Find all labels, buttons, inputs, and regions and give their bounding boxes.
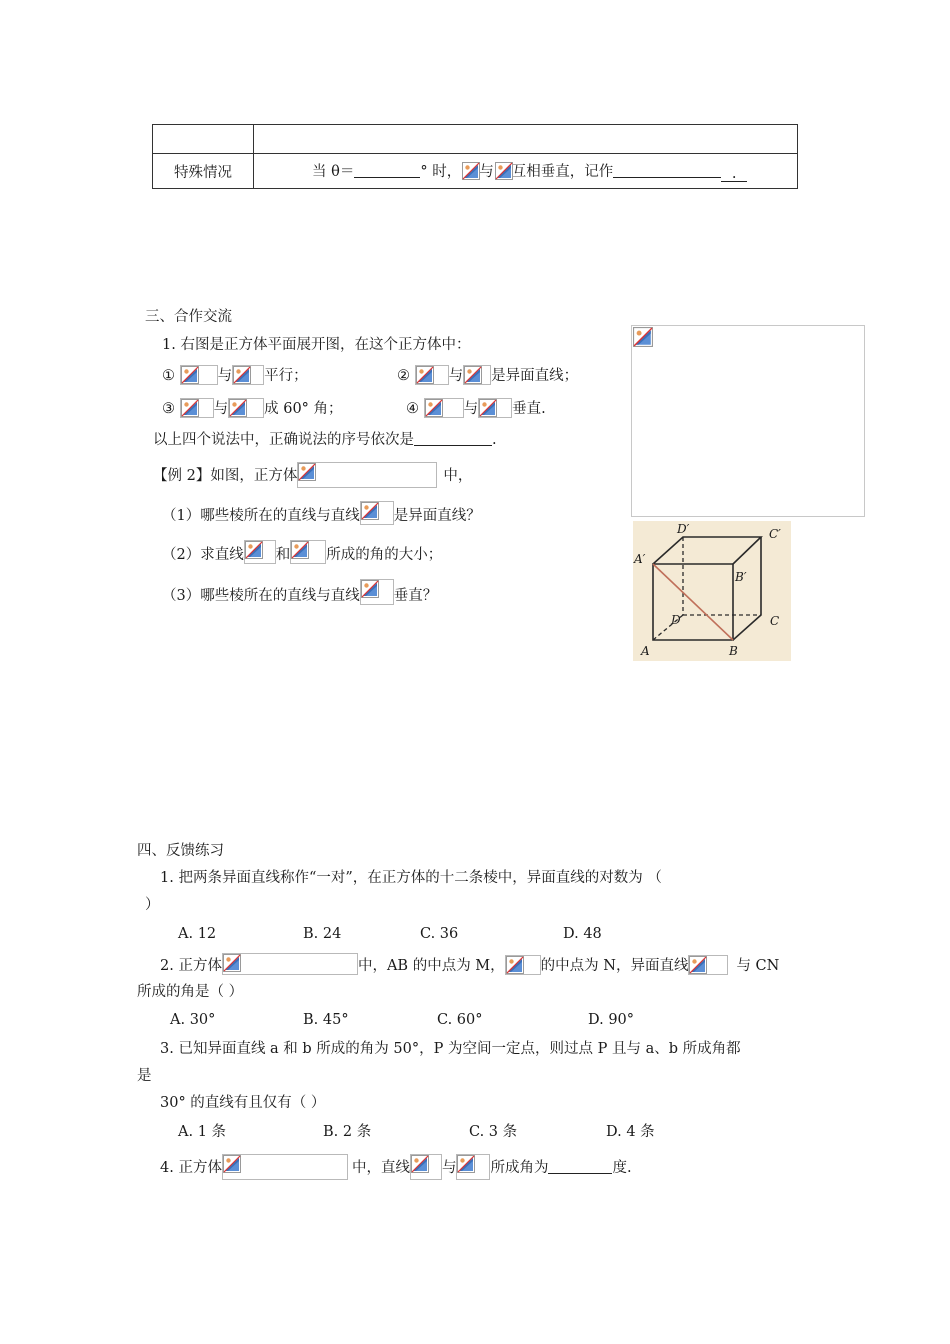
option: B. 45° bbox=[303, 1012, 349, 1028]
item-number: ③ bbox=[162, 401, 175, 417]
text-segment: 与 CN bbox=[736, 958, 780, 974]
question-text: ） bbox=[145, 897, 160, 913]
text-segment: 所成的角的大小； bbox=[326, 547, 443, 563]
formula-image bbox=[410, 1154, 442, 1180]
vertex-label: A bbox=[641, 644, 650, 658]
formula-image bbox=[180, 365, 218, 385]
formula-image bbox=[494, 161, 512, 181]
section-heading: 三、合作交流 bbox=[145, 309, 232, 325]
formula-image bbox=[360, 579, 394, 605]
statement-1 bbox=[162, 365, 308, 386]
answer-blank bbox=[414, 430, 492, 446]
answer-blank bbox=[548, 1158, 612, 1174]
formula-image bbox=[456, 1154, 490, 1180]
vertex-label: D bbox=[671, 613, 681, 627]
option: A. 1 条 bbox=[178, 1124, 227, 1140]
item-number: ④ bbox=[406, 401, 419, 417]
text-segment: 与 bbox=[213, 401, 229, 417]
option: D. 4 条 bbox=[606, 1124, 655, 1140]
formula-image bbox=[222, 953, 358, 975]
text-segment: 所成角为 bbox=[490, 1160, 549, 1176]
option: D. 48 bbox=[563, 926, 602, 942]
text-segment: 和 bbox=[275, 547, 291, 563]
text-segment: 与 bbox=[448, 368, 464, 384]
sub-question-3 bbox=[162, 579, 437, 606]
formula-image bbox=[232, 365, 264, 385]
cube-top-face bbox=[653, 537, 761, 564]
blank-line bbox=[613, 162, 721, 178]
formula-image bbox=[478, 398, 512, 418]
formula-image bbox=[688, 955, 728, 975]
special-case-label: 特殊情况 bbox=[174, 164, 232, 181]
formula-image bbox=[244, 540, 276, 564]
option: C. 36 bbox=[420, 926, 459, 942]
formula-image bbox=[228, 398, 264, 418]
option: B. 24 bbox=[303, 926, 342, 942]
text-segment: . bbox=[492, 432, 497, 448]
text-segment: 【例 2】如图，正方体 bbox=[153, 468, 298, 484]
formula-image bbox=[180, 398, 214, 418]
summary-line bbox=[153, 430, 497, 450]
text-segment: 中，直线 bbox=[351, 1160, 410, 1176]
vertex-label: C′ bbox=[769, 527, 781, 541]
text-segment: 是异面直线？ bbox=[393, 508, 481, 524]
text-segment: 与 bbox=[217, 368, 233, 384]
option: C. 3 条 bbox=[469, 1124, 518, 1140]
text-segment: 成 60° 角； bbox=[264, 401, 343, 417]
table-cell-empty bbox=[153, 125, 254, 154]
option: A. 30° bbox=[170, 1012, 216, 1028]
sub-question-1 bbox=[162, 501, 481, 526]
text-segment: 的中点为 N，异面直线 bbox=[540, 958, 689, 974]
cube-figure bbox=[633, 521, 791, 661]
blank-line-end: . bbox=[721, 166, 747, 182]
broken-image-icon bbox=[633, 327, 653, 347]
option: B. 2 条 bbox=[323, 1124, 372, 1140]
option: C. 60° bbox=[437, 1012, 483, 1028]
vertex-label: B′ bbox=[735, 570, 747, 584]
section-heading: 四、反馈练习 bbox=[137, 843, 224, 859]
diagonal-line bbox=[653, 564, 733, 640]
cube-right-edges bbox=[733, 537, 761, 640]
formula-image bbox=[463, 365, 491, 385]
formula-image bbox=[290, 540, 326, 564]
text-segment: 是异面直线； bbox=[491, 368, 579, 384]
formula-image bbox=[360, 501, 394, 525]
question-text: 1. 右图是正方体平面展开图，在这个正方体中： bbox=[162, 337, 471, 353]
text-segment: （1）哪些棱所在的直线与直线 bbox=[162, 508, 360, 524]
formula-image bbox=[415, 365, 449, 385]
formula-image bbox=[222, 1154, 348, 1180]
concept-table bbox=[152, 124, 798, 189]
item-number: ② bbox=[397, 368, 410, 384]
text-segment: 2. 正方体 bbox=[160, 958, 222, 974]
formula-image bbox=[297, 462, 437, 488]
blank-line bbox=[354, 162, 420, 178]
vertex-label: D′ bbox=[677, 522, 690, 536]
formula-image bbox=[424, 398, 464, 418]
text-segment: 互相垂直，记作 bbox=[511, 164, 614, 180]
question-2-line bbox=[160, 953, 779, 976]
vertex-label: C bbox=[770, 614, 780, 628]
text-segment: ° 时， bbox=[420, 164, 462, 180]
question-text: 3. 已知异面直线 a 和 b 所成的角为 50°，P 为空间一定点，则过点 P 且与 a、b 所成角都 bbox=[160, 1041, 741, 1057]
question-4-line bbox=[160, 1154, 632, 1180]
cube-net-image bbox=[631, 325, 865, 517]
vertex-label: A′ bbox=[634, 552, 646, 566]
statement-4 bbox=[406, 398, 546, 419]
table-cell-empty bbox=[254, 125, 798, 154]
question-text: 所成的角是（ ） bbox=[137, 984, 244, 1000]
text-segment: 垂直. bbox=[512, 401, 546, 417]
text-segment: 度. bbox=[612, 1160, 632, 1176]
text-segment: 平行； bbox=[264, 368, 308, 384]
option: D. 90° bbox=[588, 1012, 635, 1028]
text-segment: 垂直？ bbox=[393, 588, 438, 604]
text-segment: 与 bbox=[479, 164, 494, 180]
statement-2 bbox=[397, 365, 578, 386]
formula-image bbox=[505, 955, 541, 975]
formula-image bbox=[461, 161, 479, 181]
text-segment: 与 bbox=[441, 1160, 457, 1176]
text-segment: （3）哪些棱所在的直线与直线 bbox=[162, 588, 360, 604]
option: A. 12 bbox=[178, 926, 217, 942]
table-cell-label bbox=[153, 154, 254, 189]
text-segment: 中，AB 的中点为 M， bbox=[357, 958, 505, 974]
text-segment: （2）求直线 bbox=[162, 547, 244, 563]
text-segment: 以上四个说法中，正确说法的序号依次是 bbox=[153, 432, 414, 448]
statement-3 bbox=[162, 398, 343, 419]
table-cell-content bbox=[254, 154, 798, 189]
example-2-line bbox=[153, 462, 472, 488]
question-text: 30° 的直线有且仅有（ ） bbox=[160, 1095, 326, 1111]
cube-diagram bbox=[633, 521, 791, 661]
question-text: 是 bbox=[137, 1068, 152, 1084]
question-text: 1. 把两条异面直线称作“一对”，在正方体的十二条棱中，异面直线的对数为 （ bbox=[160, 870, 662, 886]
text-segment: 与 bbox=[463, 401, 479, 417]
vertex-label: B bbox=[729, 644, 738, 658]
text-segment: 当 θ＝ bbox=[312, 164, 355, 180]
item-number: ① bbox=[162, 368, 175, 384]
text-segment: 中， bbox=[443, 468, 473, 484]
text-segment: 4. 正方体 bbox=[160, 1160, 222, 1176]
sub-question-2 bbox=[162, 540, 442, 565]
